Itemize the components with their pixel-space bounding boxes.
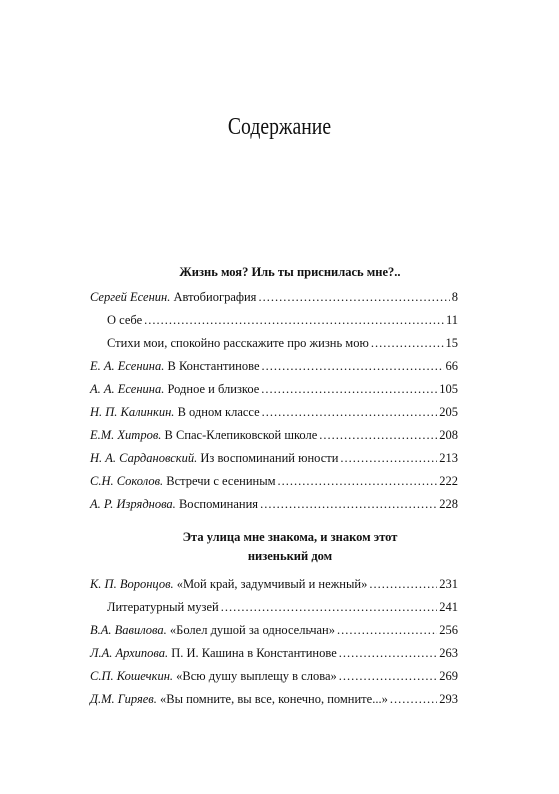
entry-title: О себе <box>107 313 143 327</box>
entry-page-number: 256 <box>439 623 458 637</box>
entry-page-number: 293 <box>439 692 458 706</box>
leader-dots <box>260 495 437 513</box>
entry-author: К. П. Воронцов. <box>90 577 174 591</box>
toc-entry[interactable] <box>90 403 458 421</box>
page-title: Содержание <box>227 114 332 140</box>
toc-entry[interactable] <box>90 426 458 444</box>
entry-page-number: 222 <box>439 474 458 488</box>
entry-page-number: 231 <box>439 577 458 591</box>
entry-author: Н. П. Калинкин. <box>90 405 175 419</box>
leader-dots <box>319 426 437 444</box>
leader-dots <box>262 357 444 375</box>
toc-entry[interactable] <box>90 472 458 490</box>
entry-title: Из воспоминаний юности <box>200 451 339 465</box>
leader-dots <box>340 449 437 467</box>
leader-dots <box>339 667 438 685</box>
toc-entry[interactable] <box>107 311 458 329</box>
entry-page-number: 228 <box>439 497 458 511</box>
leader-dots <box>144 311 444 329</box>
entry-page-number: 15 <box>445 336 458 350</box>
section-heading-1: Жизнь моя? Иль ты приснилась мне?.. <box>179 265 401 279</box>
toc-entry[interactable] <box>107 334 458 352</box>
entry-page-number: 8 <box>451 290 458 304</box>
entry-title: В Константинове <box>167 359 260 373</box>
leader-dots <box>258 288 449 306</box>
leader-dots <box>221 598 438 616</box>
entry-author: А. А. Есенина. <box>90 382 165 396</box>
leader-dots <box>339 644 437 662</box>
entry-author: В.А. Вавилова. <box>90 623 167 637</box>
leader-dots <box>278 472 438 490</box>
leader-dots <box>337 621 437 639</box>
entry-title: «Мой край, задумчивый и нежный» <box>176 577 368 591</box>
section-heading-2-line-1: Эта улица мне знакома, и знаком этот <box>182 530 398 544</box>
entry-title: «Всю душу выплещу в слова» <box>176 669 337 683</box>
entry-title: В одном классе <box>177 405 260 419</box>
toc-entry[interactable] <box>90 288 458 306</box>
toc-entry[interactable] <box>90 621 458 639</box>
leader-dots <box>262 403 438 421</box>
entry-title: Автобиография <box>173 290 257 304</box>
entry-page-number: 263 <box>439 646 458 660</box>
leader-dots <box>369 575 437 593</box>
toc-entry[interactable] <box>90 644 458 662</box>
entry-title: Воспоминания <box>178 497 259 511</box>
leader-dots <box>371 334 444 352</box>
leader-dots <box>261 380 437 398</box>
toc-entry[interactable] <box>107 598 458 616</box>
toc-entry[interactable] <box>90 667 458 685</box>
entry-author: Сергей Есенин. <box>90 290 171 304</box>
entry-page-number: 11 <box>445 313 458 327</box>
entry-author: Е.М. Хитров. <box>90 428 162 442</box>
entry-title: Стихи мои, спокойно расскажите про жизнь мою <box>107 336 369 350</box>
toc-entry[interactable] <box>90 495 458 513</box>
entry-title: «Вы помните, вы все, конечно, помните...» <box>159 692 388 706</box>
entry-page-number: 105 <box>439 382 458 396</box>
entry-page-number: 208 <box>439 428 458 442</box>
leader-dots <box>390 690 437 708</box>
entry-title: В Спас-Клепиковской школе <box>164 428 318 442</box>
entry-title: Встречи с есениным <box>166 474 276 488</box>
entry-title: Родное и близкое <box>167 382 260 396</box>
toc-entry[interactable] <box>90 357 458 375</box>
entry-page-number: 213 <box>439 451 458 465</box>
entry-author: Д.М. Гиряев. <box>90 692 157 706</box>
entry-page-number: 205 <box>439 405 458 419</box>
entry-author: А. Р. Изряднова. <box>90 497 176 511</box>
entry-title: «Болел душой за односельчан» <box>169 623 335 637</box>
entry-author: Л.А. Архипова. <box>90 646 169 660</box>
toc-entry[interactable] <box>90 449 458 467</box>
section-heading-2-line-2: низенький дом <box>247 549 333 563</box>
entry-author: Н. А. Сардановский. <box>90 451 198 465</box>
entry-page-number: 241 <box>439 600 458 614</box>
toc-entry[interactable] <box>90 690 458 708</box>
entry-title: Литературный музей <box>107 600 219 614</box>
entry-author: С.П. Кошечкин. <box>90 669 174 683</box>
entry-author: С.Н. Соколов. <box>90 474 164 488</box>
entry-author: Е. А. Есенина. <box>90 359 165 373</box>
entry-page-number: 269 <box>439 669 458 683</box>
toc-entry[interactable] <box>90 380 458 398</box>
entry-page-number: 66 <box>445 359 458 373</box>
toc-entry[interactable] <box>90 575 458 593</box>
entry-title: П. И. Кашина в Константинове <box>171 646 337 660</box>
